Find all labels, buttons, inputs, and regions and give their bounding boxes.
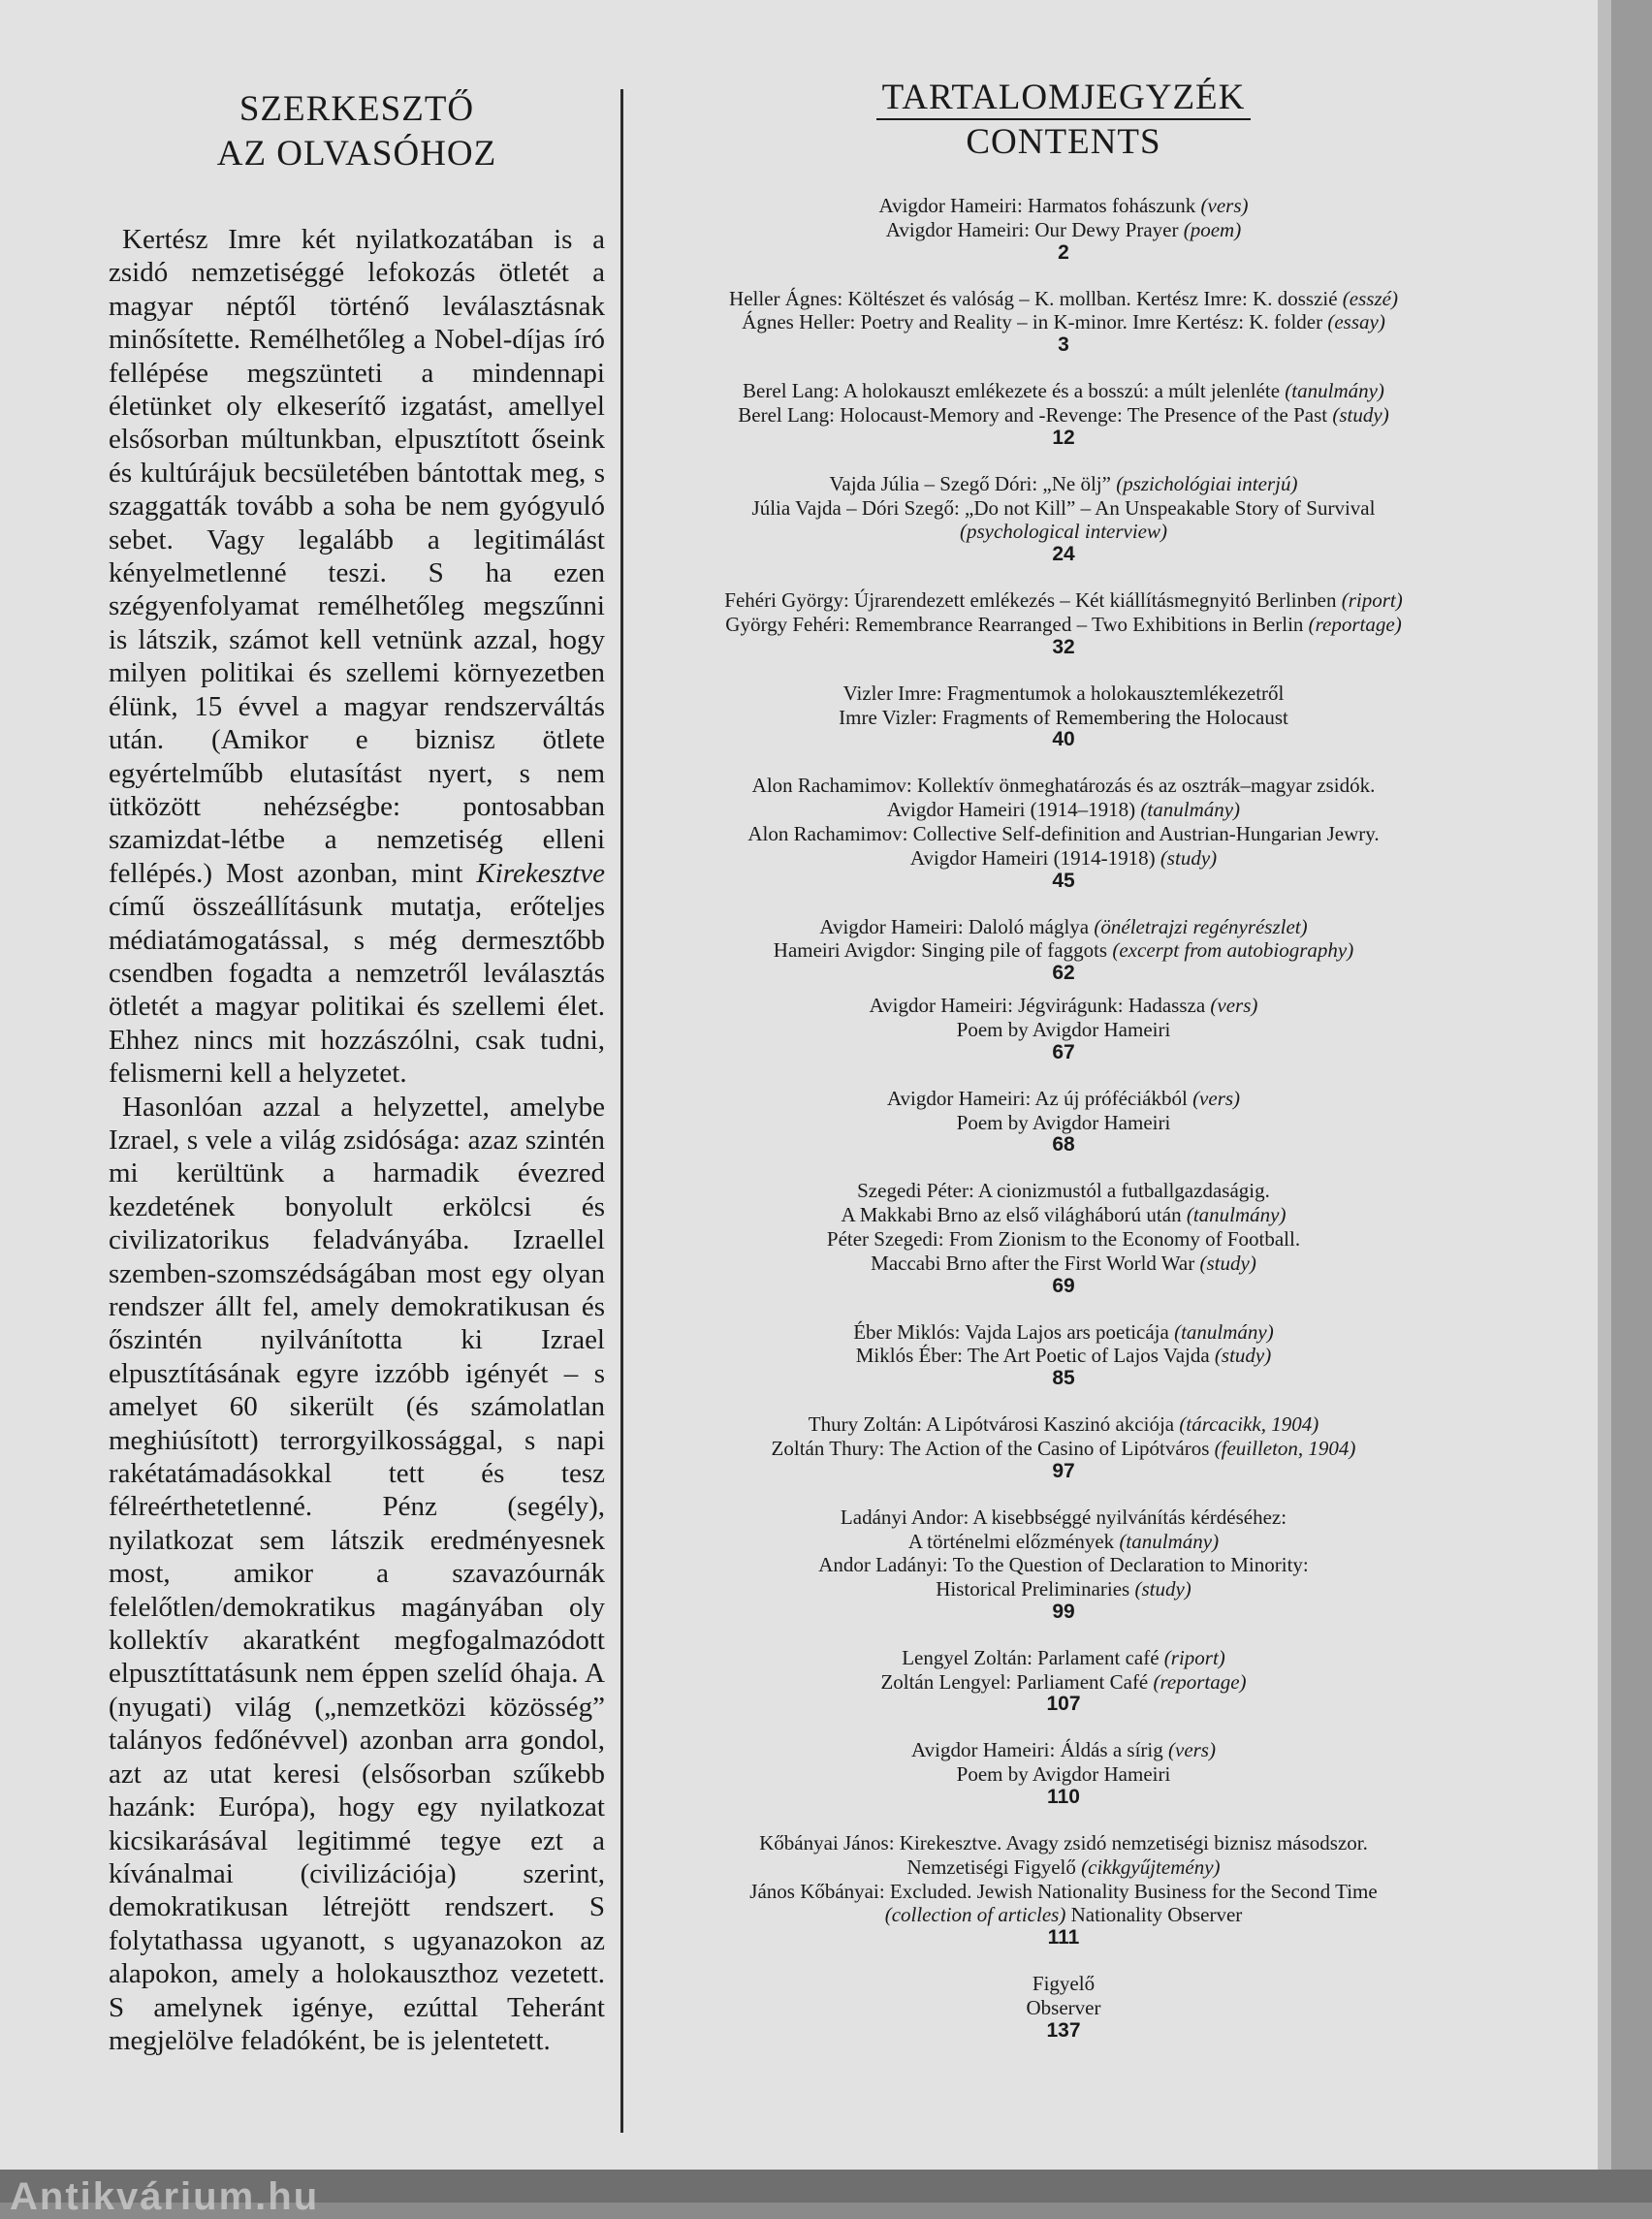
page-number: 85 [1052, 1367, 1075, 1390]
page-number: 97 [1052, 1459, 1075, 1482]
page-number: 45 [1052, 869, 1075, 892]
toc-entry: Figyelő Observer 137 [634, 1972, 1493, 2042]
editorial-title-line1: SZERKESZTŐ [238, 89, 475, 129]
watermark: Antikvárium.hu [10, 2175, 320, 2218]
page-number: 24 [1052, 543, 1075, 566]
editorial-paragraph: Kertész Imre két nyilatkozatában is a zsidó nemzetiséggé lefokozás ötletét a magyar néptől történő leválasztásnak minősítette. Remélhetőleg a Nobel-díjas író fellépése megszünteti a mindennapi életünket oly elkeserítő izgatást, amellyel elsősorban múltunkban, elpusztított őseink és kultúrájuk becsületében bántottak meg, s szaggatták tovább a soha be nem gyógyuló sebet. Vagy legalább a legitimálást kényelmetlenné teszi. S ha ezen szégyenfolyamat remélhetőleg megszűnni is látszik, számot kell vetnünk azzal, hogy milyen politikai és szellemi környezetben élünk, 15 évvel a magyar rendszerváltás után. (Amikor e biznisz ötlete egyértelműbb elutasítást nyert, s nem ütközött nehézségbe: pontosabban szamizdat-létbe a nemzetiség elleni fellépés.) Most azonban, mint Kirekesztve című összeállításunk mutatja, erőteljes médiatámogatással, s még dermesztőbb csendben fogadta a nemzetről leválasztás ötletét a magyar politikai és szellemi élet. Ehhez nincs mit hozzászólni, csak tudni, felismerni kell a helyzetet. [109, 224, 605, 1090]
editorial-paragraph: Hasonlóan azzal a helyzettel, amelybe Izrael, s vele a világ zsidósága: azaz szintén mi kerültünk a harmadik évezred kezdetének bonyolult erkölcsi és civilizatorikus feladványába. Izraellel szemben-szomszédságában most egy olyan rendszer állt fel, amely demokratikusan és őszintén nyilvánította ki Izrael elpusztításának egyre izzóbb igényét – s amelyet 60 sikerült (és számolatlan meghiúsított) terrorgyilkossággal, s napi rakétatámadásokkal tett és tesz félreérthetetlenné. Pénz (segély), nyilatkozat sem látszik eredményesnek most, amikor a szavazóurnák felelőtlen/demokratikus magányában oly kollektív akaratként megfogalmazódott elpusztíttatásunk nem éppen szelíd óhaja. A (nyugati) világ („nemzetközi közösség” talányos fedőnévvel) azonban arra gondol, azt az utat keresi (elsősorban szűkebb hazánk: Európa), hogy egy nyilatkozat kicsikarásával legitimmé tegye ezt a kívánalmai (civilizációja) szerint, demokratikusan létrejött rendszert. S folytathassa ugyanott, s ugyanazokon az alapokon, amely a holokauszthoz vezetett. S amelynek igénye, ezúttal Teheránt megjelölve feladóként, be is jelentetett. [109, 1091, 605, 2056]
kirekesztve-title: Kirekesztve [476, 857, 605, 889]
page-number: 2 [1058, 240, 1069, 264]
page-number: 12 [1052, 426, 1075, 449]
toc-entry: Avigdor Hameiri: Daloló máglya (önéletrajzi regényrészlet) Hameiri Avigdor: Singing pile of faggots (excerpt from autobiography) 62 Avigdor Hameiri: Jégvirágunk: Hadassza (vers) Poem by Avigdor Hameiri 67 [634, 915, 1493, 1063]
column-divider [620, 89, 623, 2133]
contents-column [634, 78, 1493, 2065]
page-number: 3 [1058, 333, 1069, 357]
editorial-column [109, 87, 605, 2057]
page-number: 68 [1052, 1133, 1075, 1157]
editorial-title-line2: AZ OLVASÓHOZ [216, 134, 497, 174]
toc-entry: Szegedi Péter: A cionizmustól a futballgazdaságig. A Makkabi Brno az első világháború után (tanulmány) Péter Szegedi: From Zionism to the Economy of Football. Maccabi Brno after the First World War (study) 69 [634, 1179, 1493, 1296]
toc-entry: Lengyel Zoltán: Parlament café (riport) Zoltán Lengyel: Parliament Café (reportage) 107 [634, 1646, 1493, 1716]
toc-entry: Thury Zoltán: A Lipótvárosi Kaszinó akciója (tárcacikk, 1904) Zoltán Thury: The Action of the Casino of Lipótváros (feuilleton, 1904) 97 [634, 1412, 1493, 1482]
page-number: 67 [1052, 1040, 1075, 1063]
page-number: 111 [1047, 1926, 1080, 1950]
editorial-title [109, 87, 605, 176]
toc-entry: Avigdor Hameiri: Az új próféciákból (vers) Poem by Avigdor Hameiri 68 [634, 1087, 1493, 1157]
toc-entry: Alon Rachamimov: Kollektív önmeghatározás és az osztrák–magyar zsidók. Avigdor Hameiri (1914–1918) (tanulmány) Alon Rachamimov: Collective Self-definition and Austrian-Hungarian Jewry. Avigdor Hameiri (1914-1918) (study) 45 [634, 774, 1493, 891]
page-number: 137 [1046, 2018, 1081, 2042]
page-number: 69 [1052, 1274, 1075, 1297]
toc-entry: Vajda Júlia – Szegő Dóri: „Ne ölj” (pszichológiai interjú) Júlia Vajda – Dóri Szegő: „Do not Kill” – An Unspeakable Story of Survival (psychological interview) 24 [634, 472, 1493, 565]
page-number: 40 [1052, 728, 1075, 751]
page-number: 99 [1052, 1600, 1075, 1623]
contents-title [634, 78, 1493, 165]
page-number: 32 [1052, 635, 1075, 658]
toc-entry: Berel Lang: A holokauszt emlékezete és a bosszú: a múlt jelenléte (tanulmány) Berel Lang: Holocaust-Memory and -Revenge: The Presence of the Past (study) 12 [634, 379, 1493, 449]
page-number: 110 [1047, 1786, 1080, 1809]
toc-entry: Vizler Imre: Fragmentumok a holokausztemlékezetről Imre Vizler: Fragments of Remembering the Holocaust 40 [634, 682, 1493, 751]
page-number: 107 [1046, 1693, 1081, 1716]
contents-title-en: CONTENTS [966, 122, 1161, 162]
toc-entry: Avigdor Hameiri: Harmatos fohászunk (vers) Avigdor Hameiri: Our Dewy Prayer (poem) 2 [634, 194, 1493, 264]
editorial-text [109, 223, 605, 2057]
toc-entry: Ladányi Andor: A kisebbséggé nyilvánítás kérdéséhez: A történelmi előzmények (tanulmány) Andor Ladányi: To the Question of Declaration to Minority: Historical Preliminaries (study) 99 [634, 1506, 1493, 1623]
contents-title-hu: TARTALOMJEGYZÉK [876, 78, 1252, 120]
toc-entry: Avigdor Hameiri: Áldás a sírig (vers) Poem by Avigdor Hameiri 110 [634, 1738, 1493, 1808]
toc-entry: Éber Miklós: Vajda Lajos ars poeticája (tanulmány) Miklós Éber: The Art Poetic of Lajos Vajda (study) 85 [634, 1320, 1493, 1390]
page-edge [1598, 0, 1652, 2203]
toc-entry: Kőbányai János: Kirekesztve. Avagy zsidó nemzetiségi biznisz másodszor. Nemzetiségi Figyelő (cikkgyűjtemény) János Kőbányai: Excluded. Jewish Nationality Business for the Second Time (collection of articles) Nationality Observer 111 [634, 1831, 1493, 1949]
page-number: 62 [1052, 962, 1075, 985]
toc-entry: Heller Ágnes: Költészet és valóság – K. mollban. Kertész Imre: K. dosszié (esszé) Ágnes Heller: Poetry and Reality – in K-minor. Imre Kertész: K. folder (essay) 3 [634, 287, 1493, 357]
toc-entry: Fehéri György: Újrarendezett emlékezés – Két kiállításmegnyitó Berlinben (riport) György Fehéri: Remembrance Rearranged – Two Exhibitions in Berlin (reportage) 32 [634, 588, 1493, 658]
